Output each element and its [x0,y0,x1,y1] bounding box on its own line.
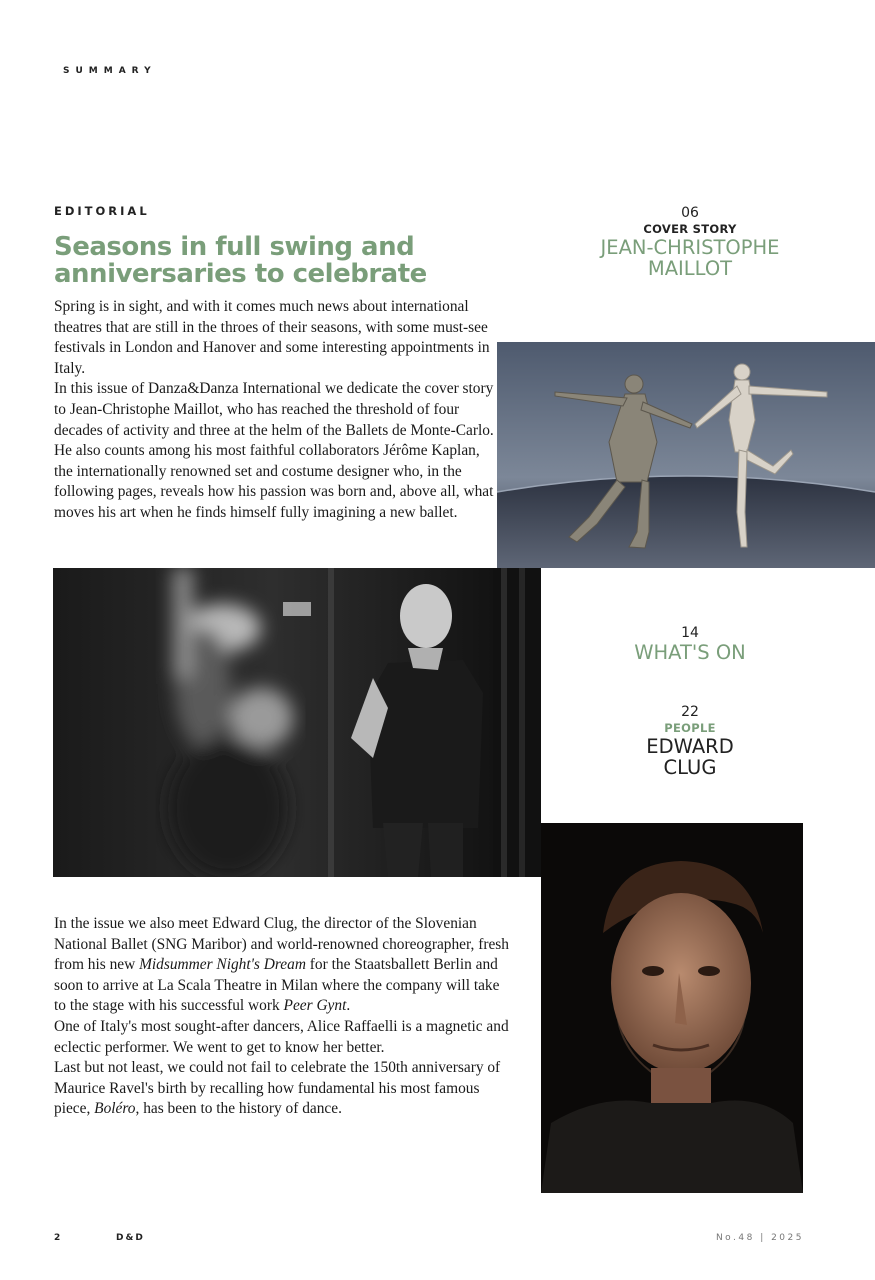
toc-title [560,237,820,279]
toc-title [560,642,820,663]
outro-paragraph: One of Italy's most sought-after dancers, Alice Raffaelli is a magnetic and eclectic performer. We went to get to know her better. [54,1017,509,1056]
intro-paragraph: Spring is in sight, and with it comes much news about international theatres that are still in the throes of their seasons, with some must-see festivals in London and Hanover and some interesting appointments in Italy. [54,298,490,377]
toc-kicker: PEOPLE [664,721,716,735]
issue-info: No.48 | 2025 [715,1233,804,1243]
editorial-intro [54,297,494,524]
toc-title [560,736,820,778]
toc-title-line: EDWARD [646,735,734,758]
outro-paragraph: In the issue we also meet Edward Clug, the director of the Slovenian National Ballet (SNG Maribor) and world-renowned choreographer, fresh from his new Midsummer Night's Dream for the Staatsballett Berlin and soon to arrive at La Scala Theatre in Milan where the company will take to the stage with his successful work Peer Gynt. [54,915,509,1015]
toc-page-number: 14 [681,625,699,641]
toc-kicker: COVER STORY [643,222,737,236]
toc-page-number: 06 [681,205,699,221]
editorial-outro [54,914,514,1120]
edward-clug-portrait [541,823,803,1193]
editorial-photo-backstage [53,568,541,877]
headline-line-2: anniversaries to celebrate [54,259,427,289]
editorial-label: EDITORIAL [54,204,150,218]
section-header: SUMMARY [63,66,157,76]
headline-line-1: Seasons in full swing and [54,232,415,262]
toc-entry-whats-on[interactable] [560,624,820,663]
toc-title-line: JEAN-CHRISTOPHE [600,236,780,259]
toc-title-line: CLUG [663,756,717,779]
toc-title-line: WHAT'S ON [634,641,746,664]
editorial-headline [54,234,494,288]
outro-paragraph: Last but not least, we could not fail to celebrate the 150th anniversary of Maurice Ravel's birth by recalling how fundamental his most famous piece, Boléro, has been to the history of dance. [54,1059,501,1118]
toc-title-line: MAILLOT [647,257,733,280]
cover-story-photo [497,342,875,568]
toc-entry-cover-story[interactable] [560,204,820,279]
magazine-brand: D&D [116,1233,145,1243]
toc-entry-people[interactable] [560,703,820,778]
toc-page-number: 22 [681,704,699,720]
page-number: 2 [54,1233,61,1243]
intro-paragraph: In this issue of Danza&Danza International we dedicate the cover story to Jean-Christophe Maillot, who has reached the threshold of four decades of activity and three at the helm of the Ballets de Monte-Carlo. He also counts among his most faithful collaborators Jérôme Kaplan, the internationally renowned set and costume designer who, in the following pages, reveals how his passion was born and, above all, what moves his art when he finds himself fully imagining a new ballet. [54,380,494,521]
